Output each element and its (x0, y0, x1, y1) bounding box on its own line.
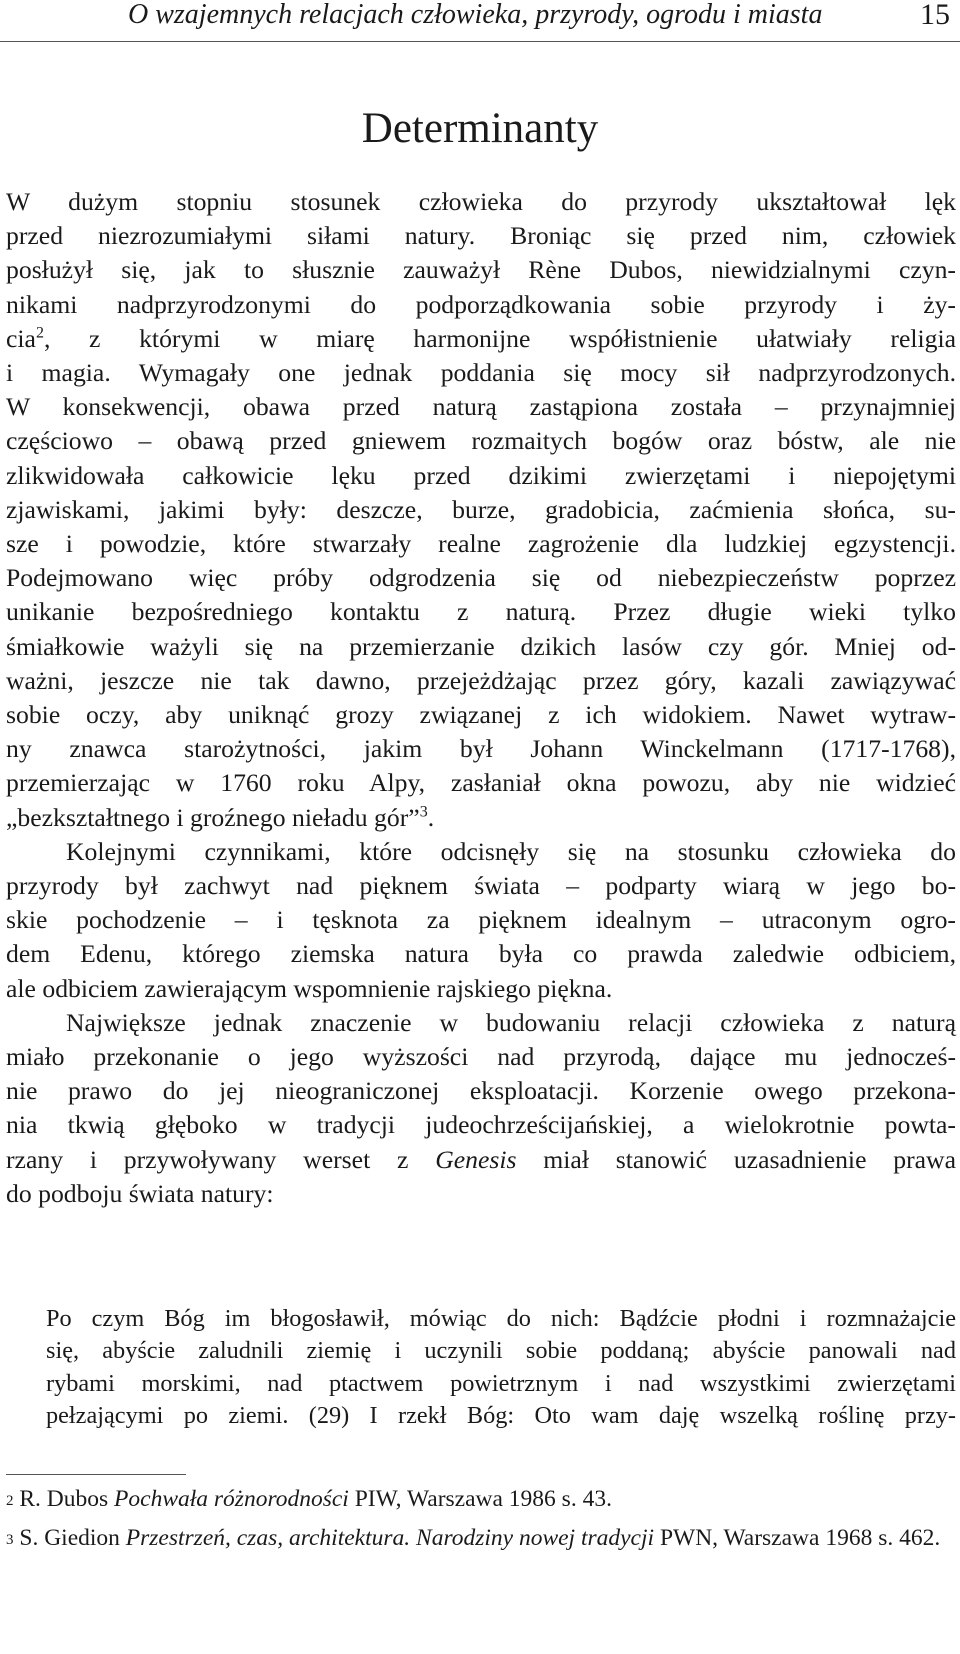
text-line: W konsekwencji, obawa przed naturą zastąpiona została – przynajmniej (6, 392, 956, 422)
text-fragment: „bezkształtnego i groźnego nieładu gór” (6, 802, 420, 832)
footnote-title: Przestrzeń, czas, architektura. Narodziny nowej tradycji (125, 1525, 655, 1551)
quote-line: się, abyście zaludnili ziemię i uczynili sobie poddaną; abyście panowali nad (46, 1337, 956, 1365)
text-line: dem Edenu, którego ziemska natura była co prawda zaledwie odbiciem, (6, 939, 956, 969)
text-line: przed niezrozumiałymi siłami natury. Broniąc się przed nim, człowiek (6, 221, 956, 251)
body-text (6, 185, 956, 1211)
text-line: skie pochodzenie – i tęsknota za pięknem idealnym – utraconym ogro- (6, 905, 956, 935)
footnote-rest: PIW, Warszawa 1986 s. 43. (348, 1486, 612, 1512)
quote-line: pełzającymi po ziemi. (29) I rzekł Bóg: Oto wam daję wszelką roślinę przy- (46, 1402, 956, 1430)
footnote-ref: 3 (419, 803, 428, 821)
footnote-ref: 2 (35, 324, 44, 342)
quote-line: Po czym Bóg im błogosławił, mówiąc do nich: Bądźcie płodni i rozmnażajcie (46, 1305, 956, 1332)
quote-line: rybami morskimi, nad ptactwem powietrznym i nad wszystkimi zwierzętami (46, 1369, 956, 1397)
text-line: Podejmowano więc próby odgrodzenia się od niebezpieczeństw poprzez (6, 563, 956, 593)
running-title: O wzajemnych relacjach człowieka, przyrody, ogrodu i miasta (128, 0, 823, 30)
footnote-author: S. Giedion (13, 1525, 126, 1551)
footnote-rest: PWN, Warszawa 1968 s. 462. (654, 1525, 941, 1551)
text-line: Kolejnymi czynnikami, które odcisnęły się na stosunku człowieka do (66, 836, 956, 866)
text-line: śmiałkowie ważyli się na przemierzanie dzikich lasów czy gór. Mniej od- (6, 631, 956, 661)
text-line: nikami nadprzyrodzonymi do podporządkowania sobie przyrody i ży- (6, 289, 956, 319)
text-line: unikanie bezpośredniego kontaktu z naturą. Przez długie wieki tylko (6, 597, 956, 627)
text-line: i magia. Wymagały one jednak poddania się mocy sił nadprzyrodzonych. (6, 358, 956, 388)
text-line: W dużym stopniu stosunek człowieka do przyrody ukształtował lęk (6, 187, 956, 216)
text-line: posłużył się, jak to słusznie zauważył Rène Dubos, niewidzialnymi czyn- (6, 255, 956, 285)
text-line (6, 801, 956, 835)
footnote-author: R. Dubos (13, 1486, 115, 1512)
text-line: nia tkwią głęboko w tradycji judeochrześcijańskiej, a wielokrotnie powta- (6, 1110, 956, 1140)
text-line: sobie oczy, aby uniknąć grozy związanej z ich widokiem. Nawet wytraw- (6, 700, 956, 730)
page-header (0, 0, 960, 42)
text-fragment: cia (6, 323, 36, 353)
text-line (6, 322, 956, 356)
text-fragment: . (427, 802, 435, 832)
page-number: 15 (920, 0, 950, 31)
footnotes (6, 1484, 956, 1562)
footnote-mark: 2 (6, 1493, 14, 1509)
book-title: Genesis (435, 1144, 517, 1174)
footnote-mark: 3 (6, 1532, 14, 1548)
footnote (6, 1484, 956, 1515)
text-fragment: rzany i przywoływany werset z (6, 1144, 436, 1174)
text-line: częściowo – obawą przed gniewem rozmaitych bogów oraz bóstw, ale nie (6, 426, 956, 456)
text-fragment: miał stanowić uzasadnienie prawa (516, 1144, 957, 1174)
section-title: Determinanty (361, 105, 599, 152)
text-line: do podboju świata natury: (6, 1178, 274, 1208)
text-line: sze i powodzie, które stwarzały realne zagrożenie dla ludzkiej egzystencji. (6, 529, 956, 559)
text-line: nie prawo do jej nieograniczonej eksploatacji. Korzenie owego przekona- (6, 1076, 956, 1106)
block-quote (46, 1303, 956, 1433)
footnote (6, 1523, 956, 1554)
text-line: Największe jednak znaczenie w budowaniu relacji człowieka z naturą (66, 1007, 956, 1037)
header-rule (0, 41, 960, 42)
text-line: zjawiskami, jakimi były: deszcze, burze, gradobicia, zaćmienia słońca, su- (6, 494, 956, 524)
text-line: ny znawca starożytności, jakim był Johann Winckelmann (1717-1768), (6, 734, 956, 764)
text-line: zlikwidowała całkowicie lęku przed dzikimi zwierzętami i niepojętymi (6, 460, 956, 490)
text-line: miało przekonanie o jego wyższości nad przyrodą, dające mu jednocześ- (6, 1042, 956, 1072)
text-line (6, 1143, 956, 1177)
text-line: ale odbiciem zawierającym wspomnienie rajskiego piękna. (6, 973, 613, 1003)
text-line: przyrody był zachwyt nad pięknem świata – podparty wiarą w jego bo- (6, 871, 956, 901)
text-fragment: , z którymi w miarę harmonijne współistnienie ułatwiały religia (43, 323, 956, 353)
footnote-title: Pochwała różnorodności (114, 1486, 349, 1512)
text-line: ważni, jeszcze nie tak dawno, przejeżdżając przez góry, kazali zawiązywać (6, 665, 956, 695)
footnote-rule (6, 1474, 186, 1475)
text-line: przemierzając w 1760 roku Alpy, zasłaniał okna powozu, aby nie widzieć (6, 768, 956, 798)
